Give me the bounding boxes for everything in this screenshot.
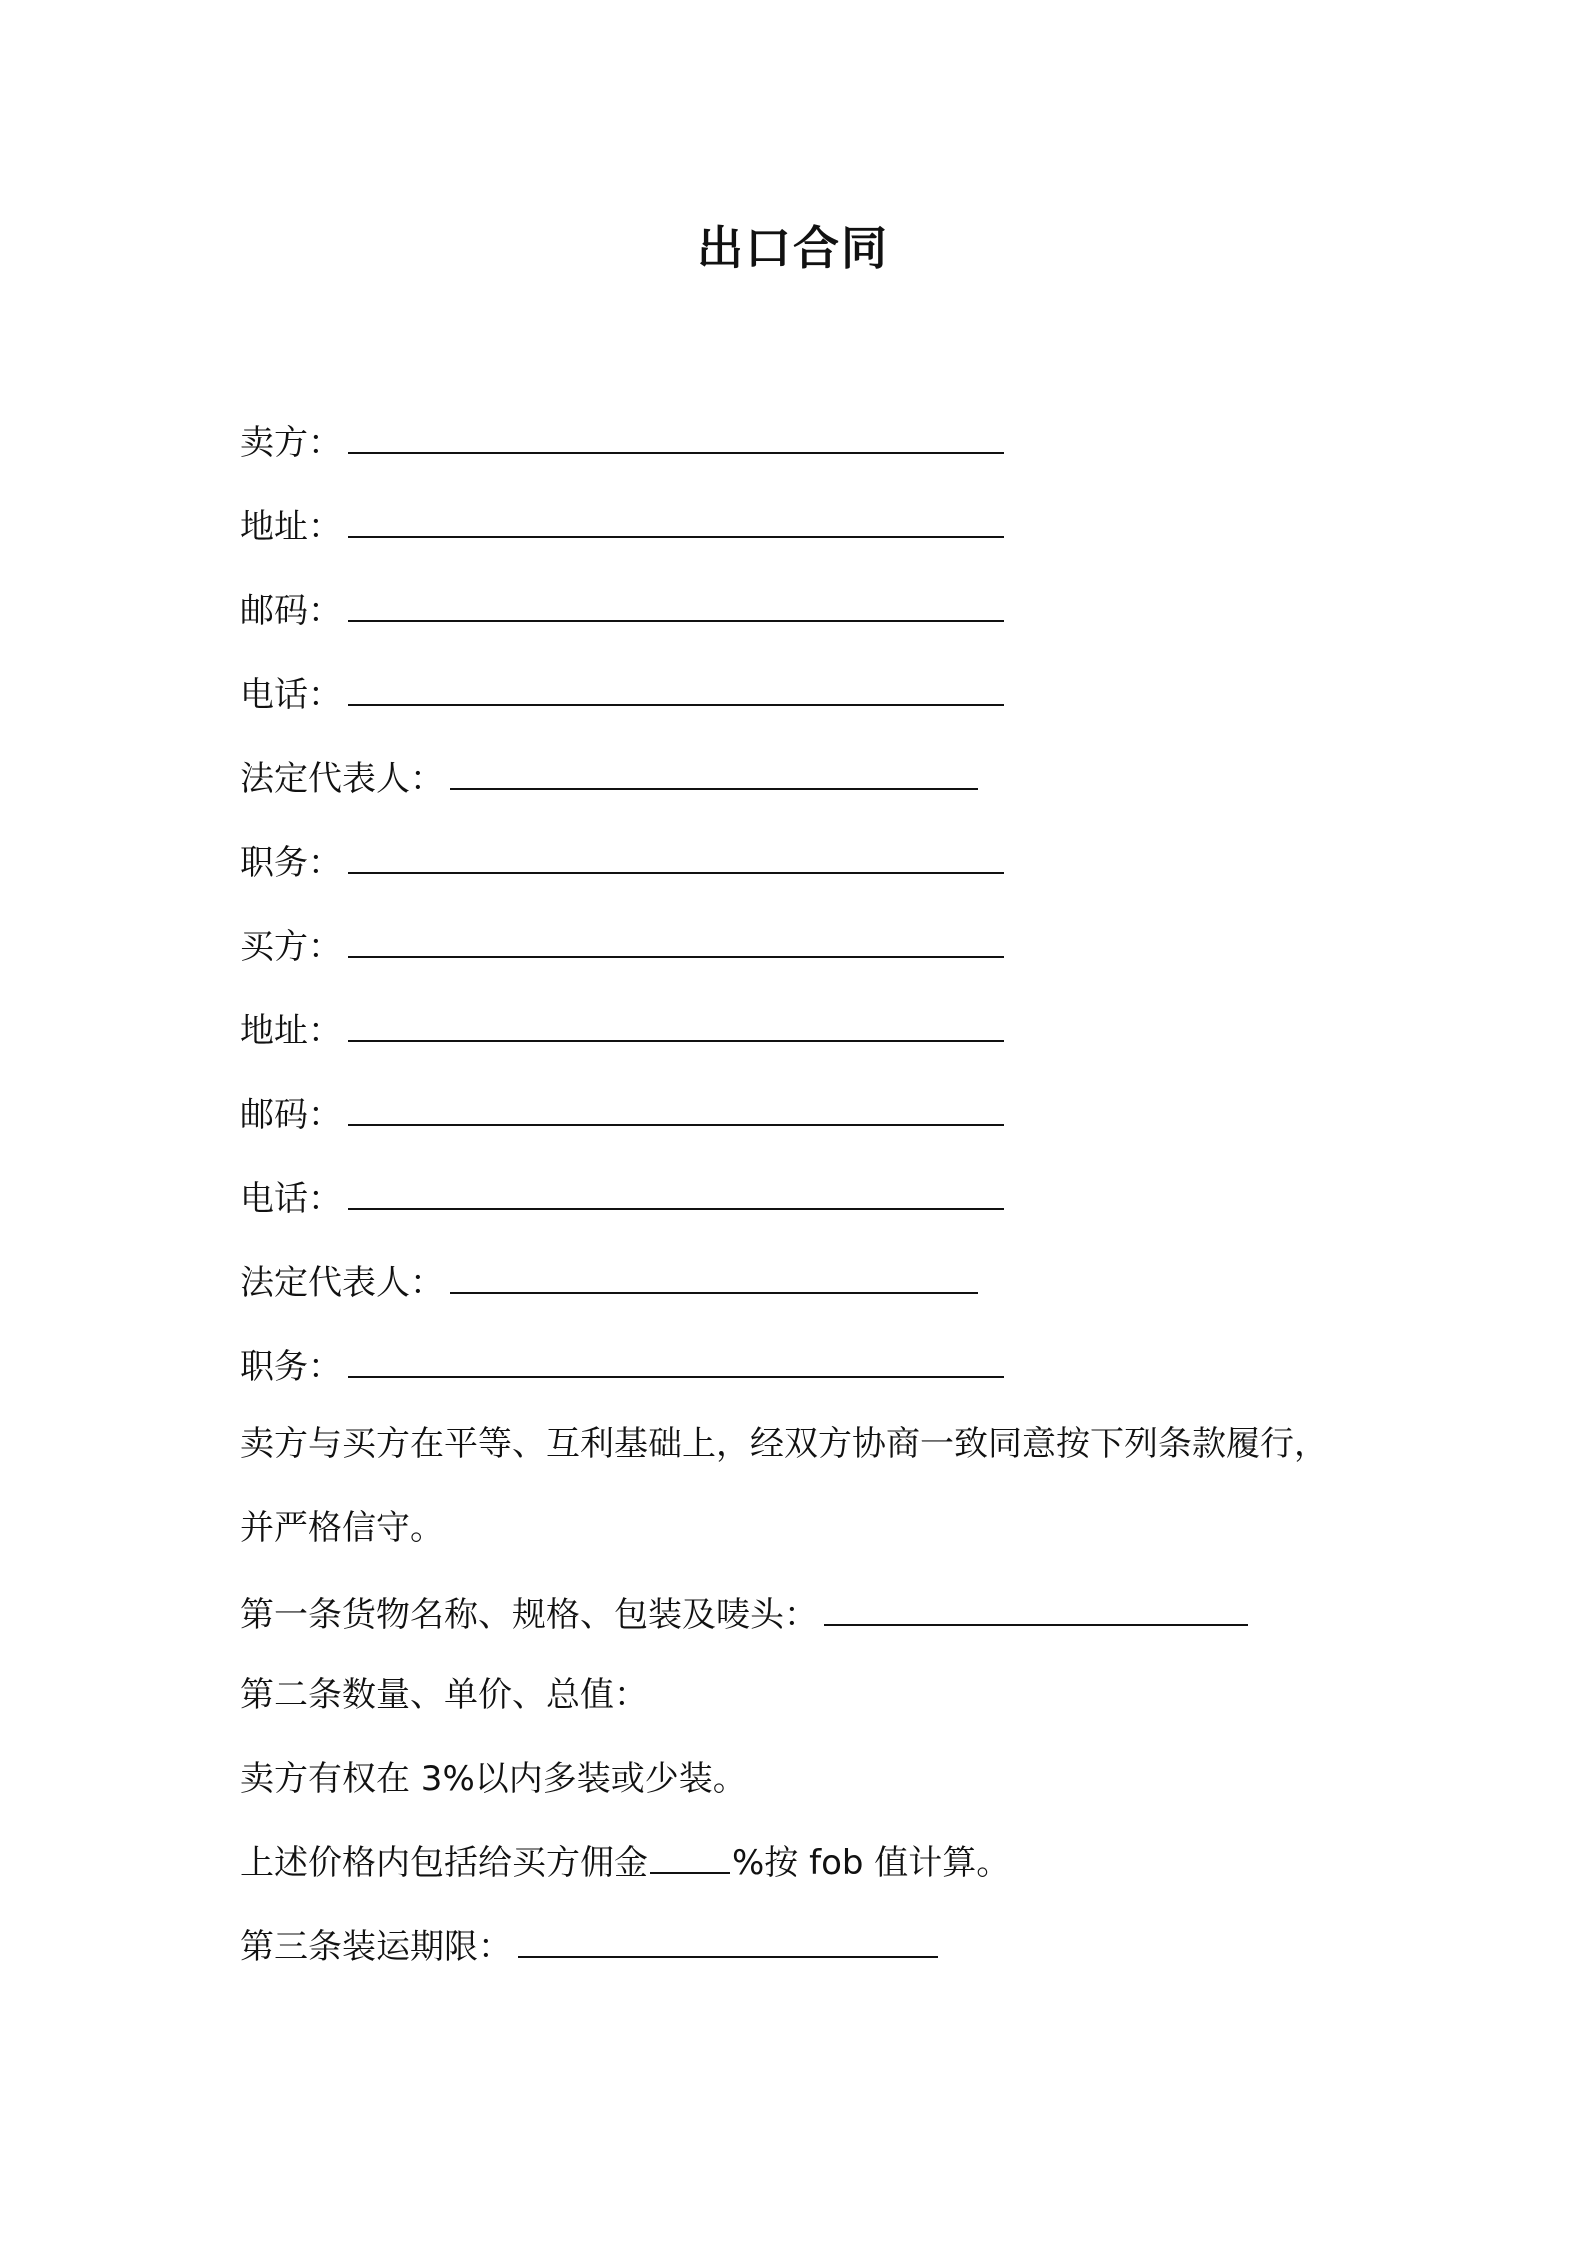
seller-legal-rep-line [240,754,978,804]
buyer-legal-rep-label: 法定代表人： [240,1263,444,1303]
preamble-paragraph: 卖方与买方在平等、互利基础上，经双方协商一致同意按下列条款履行，并严格信守。 [240,1424,1328,1548]
buyer-legal-rep-line [240,1258,978,1308]
buyer-postcode-label: 邮码： [240,1095,342,1135]
seller-postcode-line [240,586,1004,636]
seller-phone-line [240,670,1004,720]
buyer-name-blank[interactable] [348,926,1004,958]
seller-address-line [240,502,1004,552]
buyer-postcode-line [240,1090,1004,1140]
commission-text-after: %按 fob 值计算。 [732,1843,1011,1883]
clause3-blank[interactable] [518,1926,938,1958]
buyer-legal-rep-blank[interactable] [450,1262,978,1294]
seller-legal-rep-blank[interactable] [450,758,978,790]
buyer-name-label: 买方： [240,927,342,967]
seller-address-label: 地址： [240,507,342,547]
buyer-name-line [240,922,1004,972]
clause2-note-line [240,1754,747,1804]
seller-phone-blank[interactable] [348,674,1004,706]
commission-line [240,1838,1010,1888]
buyer-phone-label: 电话： [240,1179,342,1219]
clause1-blank[interactable] [824,1594,1248,1626]
clause1-line [240,1590,1248,1640]
seller-phone-label: 电话： [240,675,342,715]
seller-name-label: 卖方： [240,423,342,463]
commission-text-before: 上述价格内包括给买方佣金 [240,1843,648,1883]
clause1-label: 第一条货物名称、规格、包装及唛头： [240,1595,818,1635]
clause2-line [240,1670,648,1720]
clause3-line [240,1922,938,1972]
clause2-note: 卖方有权在 3%以内多装或少装。 [240,1759,747,1799]
buyer-position-line [240,1342,1004,1392]
seller-postcode-label: 邮码： [240,591,342,631]
commission-percent-blank[interactable] [650,1842,730,1874]
buyer-phone-blank[interactable] [348,1178,1004,1210]
buyer-position-blank[interactable] [348,1346,1004,1378]
buyer-address-blank[interactable] [348,1010,1004,1042]
buyer-postcode-blank[interactable] [348,1094,1004,1126]
seller-position-blank[interactable] [348,842,1004,874]
buyer-position-label: 职务： [240,1347,342,1387]
seller-position-line [240,838,1004,888]
seller-legal-rep-label: 法定代表人： [240,759,444,799]
seller-name-blank[interactable] [348,422,1004,454]
seller-address-blank[interactable] [348,506,1004,538]
buyer-address-label: 地址： [240,1011,342,1051]
document-title: 出口合同 [697,221,889,275]
clause3-label: 第三条装运期限： [240,1927,512,1967]
seller-position-label: 职务： [240,843,342,883]
seller-name-line [240,418,1004,468]
seller-postcode-blank[interactable] [348,590,1004,622]
clause2-label: 第二条数量、单价、总值： [240,1675,648,1715]
buyer-address-line [240,1006,1004,1056]
buyer-phone-line [240,1174,1004,1224]
